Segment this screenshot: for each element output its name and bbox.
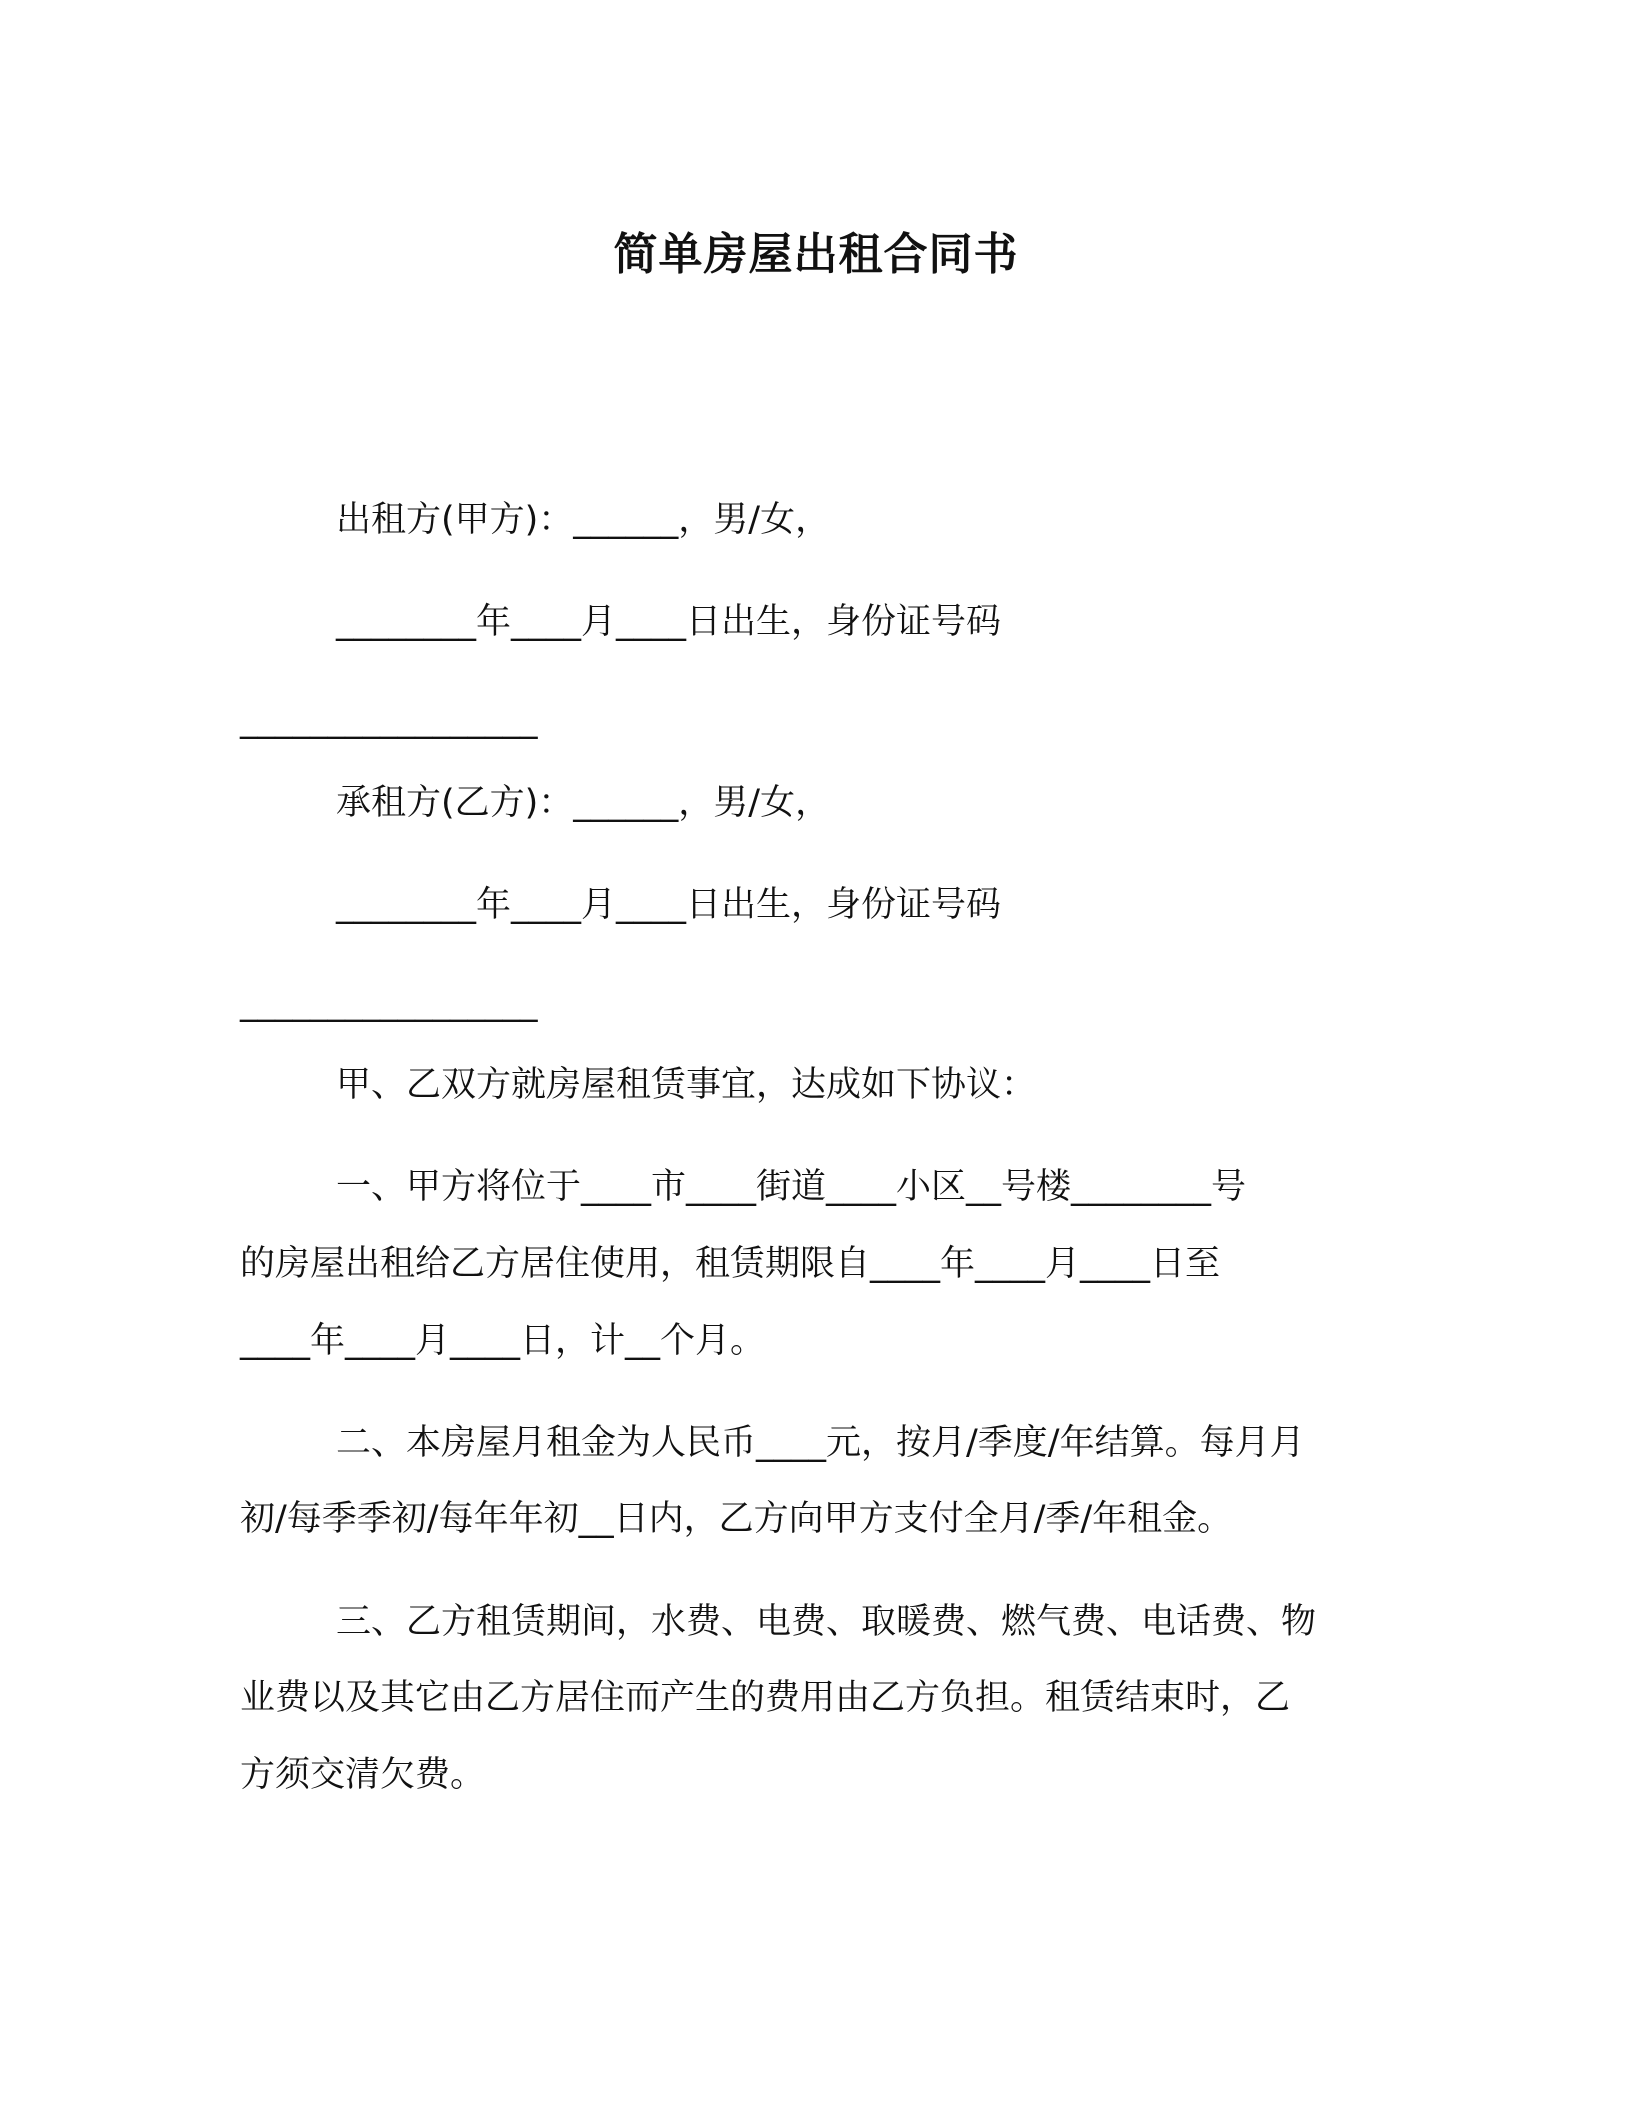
- document-title: 简单房屋出租合同书: [613, 229, 1019, 280]
- clause-1-line-3: ____年____月____日，计__个月。: [240, 1321, 766, 1361]
- agreement-intro: 甲、乙双方就房屋租赁事宜，达成如下协议：: [336, 1065, 1037, 1105]
- lessee-birth-line: ________年____月____日出生，身份证号码: [336, 885, 1002, 925]
- clause-2-line-1: 二、本房屋月租金为人民币____元，按月/季度/年结算。每月月: [336, 1423, 1305, 1463]
- lessor-line: 出租方(甲方)：______，男/女，: [336, 500, 831, 540]
- lessor-id-line: _________________: [240, 700, 538, 740]
- lessor-birth-line: ________年____月____日出生，身份证号码: [336, 602, 1002, 642]
- clause-3-line-1: 三、乙方租赁期间，水费、电费、取暖费、燃气费、电话费、物: [336, 1602, 1317, 1642]
- clause-3-line-3: 方须交清欠费。: [240, 1755, 486, 1795]
- lessee-id-line: _________________: [240, 983, 538, 1023]
- lessee-line: 承租方(乙方)：______，男/女，: [336, 783, 831, 823]
- clause-2-line-2: 初/每季季初/每年年初__日内，乙方向甲方支付全月/季/年租金。: [240, 1499, 1233, 1539]
- clause-1-line-2: 的房屋出租给乙方居住使用，租赁期限自____年____月____日至: [240, 1244, 1221, 1284]
- clause-1-line-1: 一、甲方将位于____市____街道____小区__号楼________号: [336, 1167, 1247, 1207]
- clause-3-line-2: 业费以及其它由乙方居住而产生的费用由乙方负担。租赁结束时，乙: [240, 1678, 1291, 1718]
